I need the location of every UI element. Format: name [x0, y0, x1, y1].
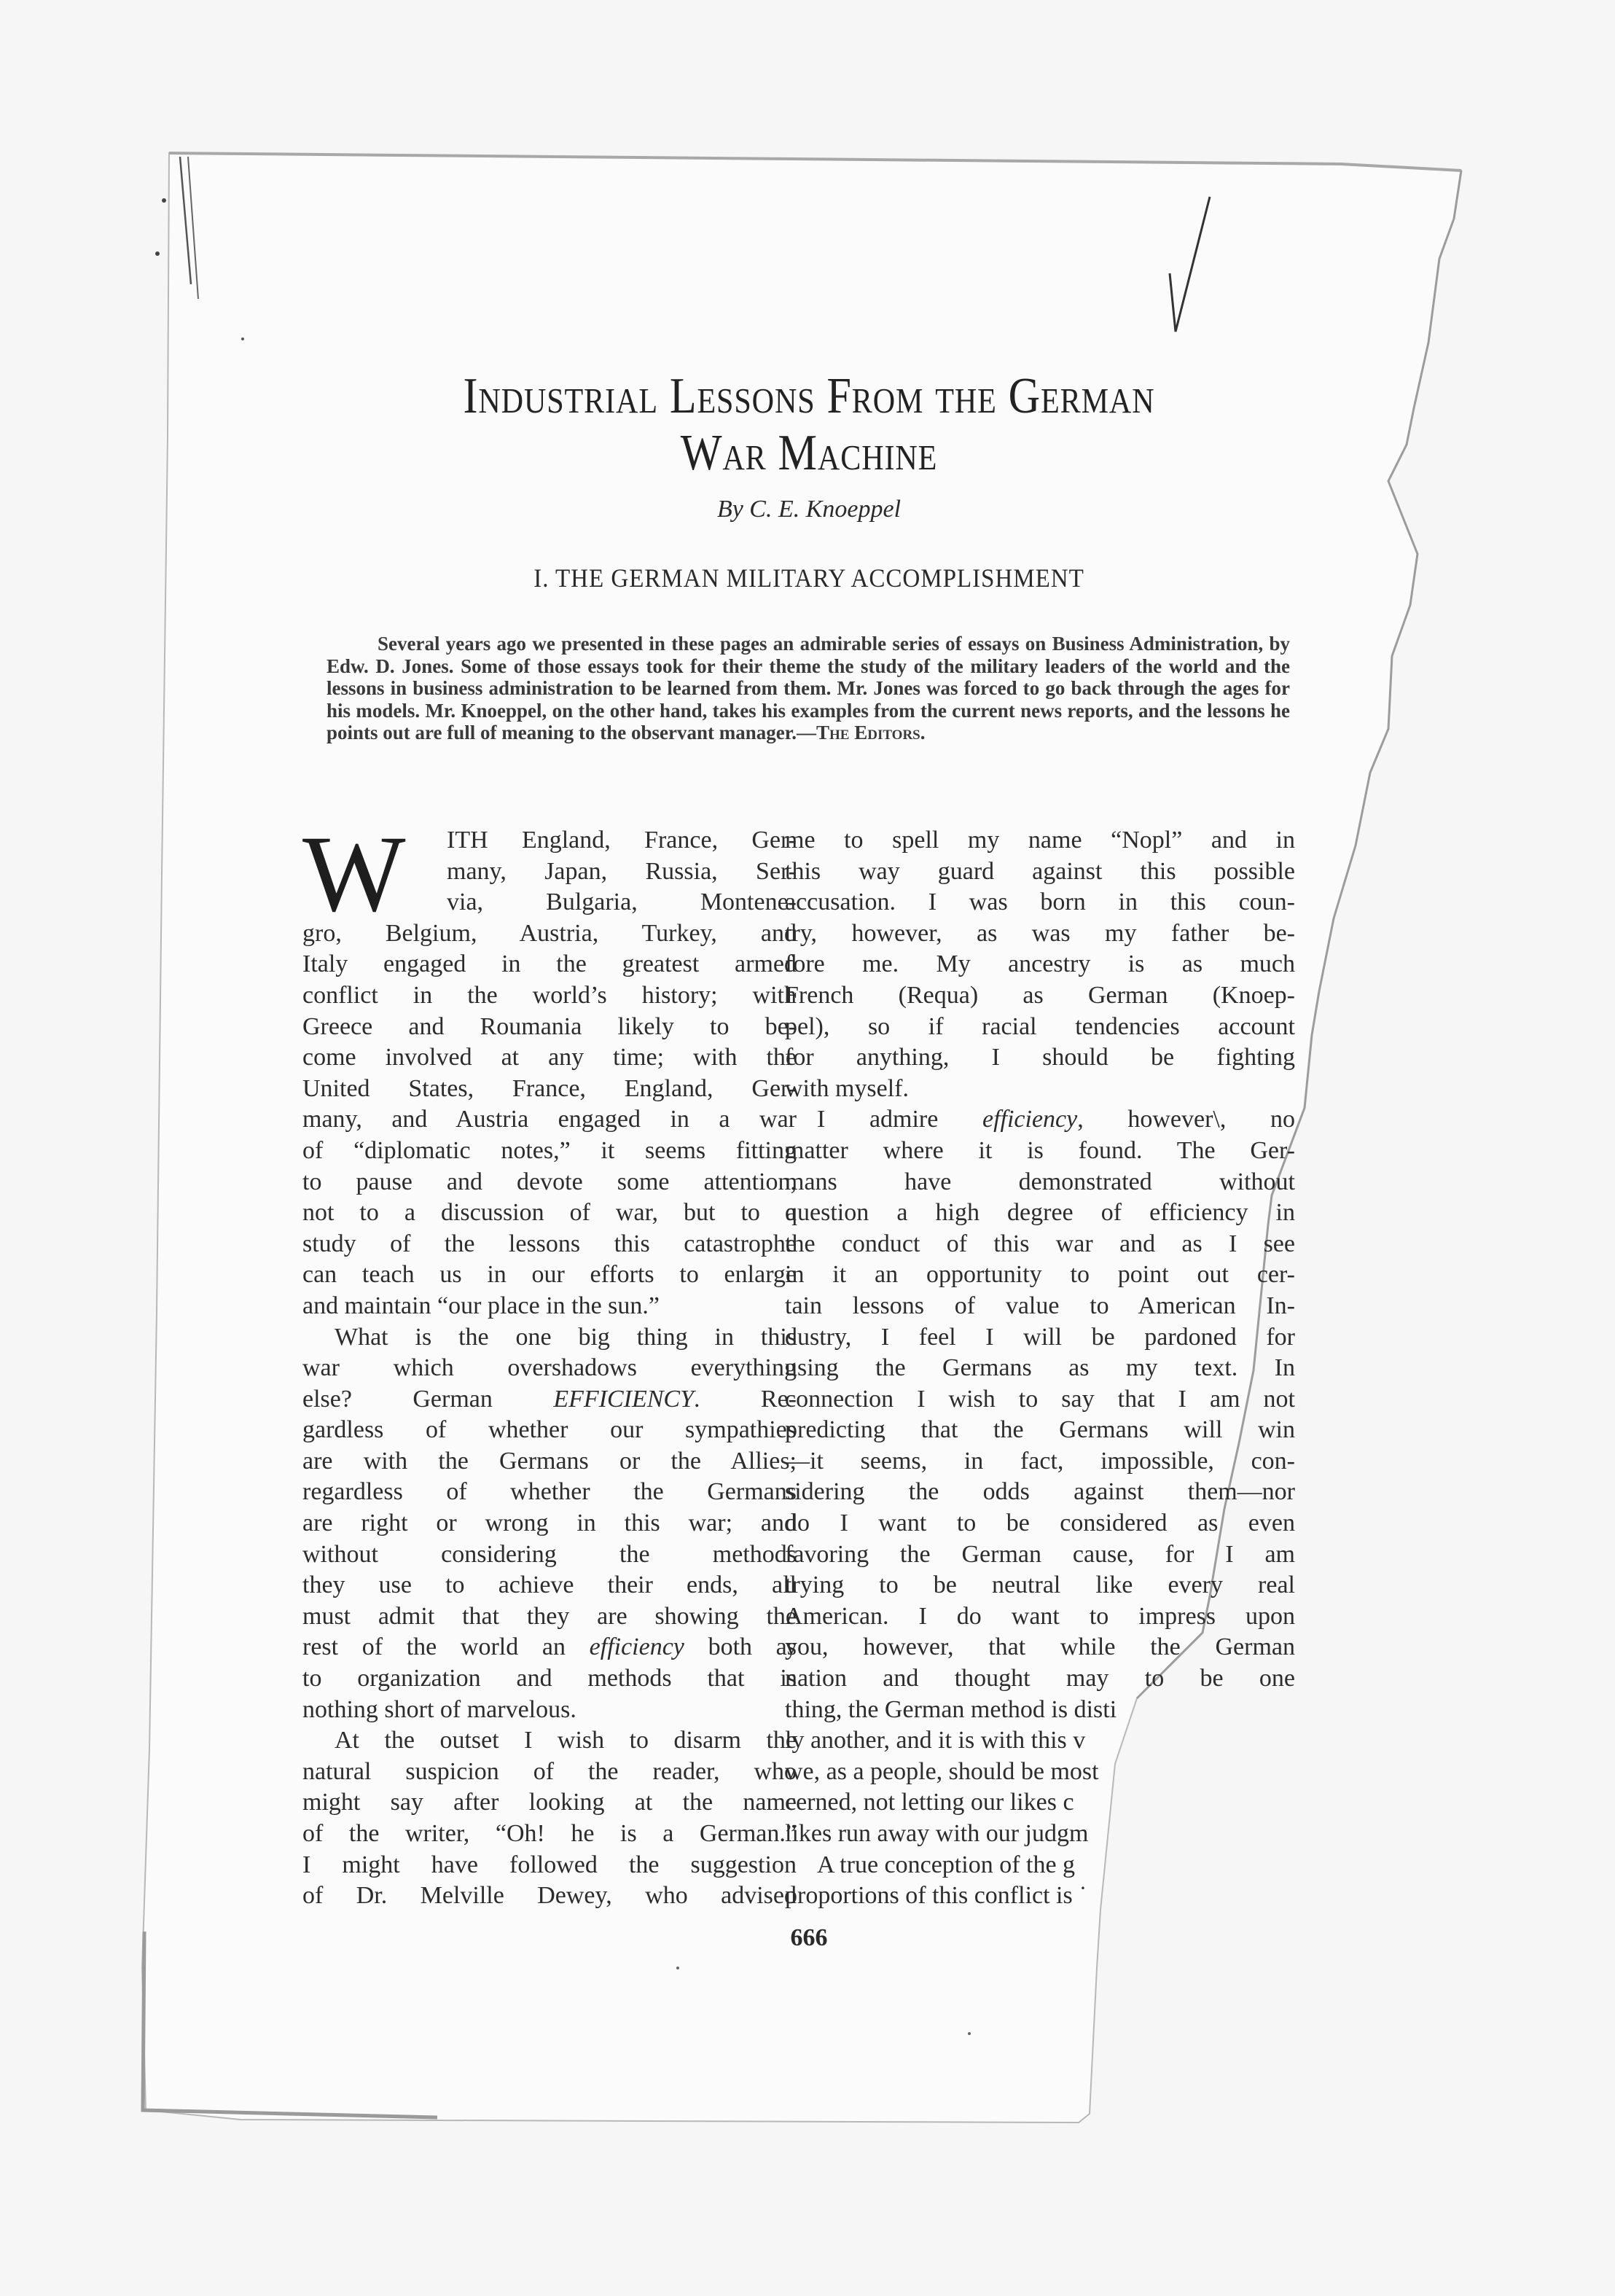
- text-line: favoring the German cause, for I am: [785, 1540, 1295, 1568]
- text-line-torn: likes run away with our judgm: [785, 1820, 1089, 1847]
- text-line-torn: ly another, and it is with this v: [785, 1727, 1086, 1754]
- text-line: question a high degree of efficiency in: [785, 1199, 1295, 1227]
- editor-note-paragraph: [326, 633, 1290, 744]
- text-line: do I want to be considered as even: [785, 1510, 1295, 1537]
- text-line: many, and Austria engaged in a war: [302, 1106, 797, 1133]
- text-line: are with the Germans or the Allies;: [302, 1447, 797, 1475]
- text-line: this way guard against this possible: [785, 857, 1295, 885]
- text-line-torn: thing, the German method is disti: [785, 1695, 1117, 1723]
- section-heading: I. THE GERMAN MILITARY ACCOMPLISHMENT: [533, 563, 1084, 593]
- text-line: pel), so if racial tendencies account: [785, 1012, 1295, 1040]
- text-line: without considering the methods: [302, 1540, 797, 1568]
- text-line: they use to achieve their ends, all: [302, 1571, 797, 1599]
- article-title: [377, 368, 1242, 482]
- article-title-line-1: Industrial Lessons From the German: [463, 368, 1155, 424]
- text-line: [302, 1384, 797, 1416]
- text-line: many, Japan, Russia, Ser-: [447, 857, 797, 885]
- text-run: . Re-: [693, 1385, 797, 1413]
- text-run: , however\, no: [1077, 1106, 1295, 1133]
- text-line: connection I wish to say that I am not: [785, 1385, 1295, 1413]
- text-line: tain lessons of value to American In-: [785, 1292, 1295, 1319]
- text-line: using the Germans as my text. In: [785, 1354, 1295, 1382]
- emphasis-efficiency: efficiency: [982, 1106, 1078, 1133]
- text-run: else? German: [302, 1385, 554, 1413]
- text-line-torn: cerned, not letting our likes c: [785, 1789, 1074, 1816]
- editor-note-signature: The Editors.: [816, 722, 926, 743]
- page-number: 666: [790, 1924, 828, 1951]
- text-line: might say after looking at the name: [302, 1789, 797, 1816]
- text-line: What is the one big thing in this: [335, 1323, 797, 1351]
- text-line: not to a discussion of war, but to a: [302, 1199, 797, 1227]
- text-line: come involved at any time; with the: [302, 1044, 797, 1071]
- text-line: war which overshadows everything: [302, 1354, 797, 1382]
- text-run: I admire: [817, 1106, 982, 1133]
- text-line: Italy engaged in the greatest armed: [302, 950, 797, 978]
- text-line: regardless of whether the Germans: [302, 1478, 797, 1506]
- text-line: At the outset I wish to disarm the: [335, 1727, 797, 1754]
- text-line: conflict in the world’s history; with: [302, 981, 797, 1009]
- text-line: [302, 1632, 797, 1663]
- text-line: of Dr. Melville Dewey, who advised: [302, 1882, 797, 1910]
- text-line: try, however, as was my father be-: [785, 919, 1295, 947]
- text-line: United States, France, England, Ger-: [302, 1074, 797, 1102]
- text-line-torn: we, as a people, should be most: [785, 1757, 1099, 1785]
- text-line: nation and thought may to be one: [785, 1665, 1295, 1692]
- text-line: —it seems, in fact, impossible, con-: [785, 1447, 1295, 1475]
- article-byline: By C. E. Knoeppel: [716, 496, 902, 523]
- text-line: of the writer, “Oh! he is a German.”: [302, 1820, 797, 1847]
- editor-note: [326, 633, 1290, 744]
- text-line: Greece and Roumania likely to be-: [302, 1012, 797, 1040]
- text-line-torn: A true conception of the g: [817, 1851, 1076, 1878]
- article-title-line-2: War Machine: [680, 425, 938, 481]
- text-line: I might have followed the suggestion: [302, 1851, 797, 1878]
- text-line: ITH England, France, Ger-: [447, 827, 797, 854]
- text-line: in it an opportunity to point out cer-: [785, 1261, 1295, 1289]
- text-line: matter where it is found. The Ger-: [785, 1136, 1295, 1164]
- text-line: to organization and methods that is: [302, 1665, 797, 1692]
- text-line: must admit that they are showing the: [302, 1602, 797, 1630]
- text-line: nothing short of marvelous.: [302, 1695, 576, 1723]
- text-run: both as: [684, 1633, 797, 1661]
- text-line: dustry, I feel I will be pardoned for: [785, 1323, 1295, 1351]
- text-line: gro, Belgium, Austria, Turkey, and: [302, 919, 797, 947]
- text-line: American. I do want to impress upon: [785, 1602, 1295, 1630]
- text-line: French (Requa) as German (Knoep-: [785, 981, 1295, 1009]
- text-line: trying to be neutral like every real: [785, 1571, 1295, 1599]
- text-line-torn: proportions of this conflict is ˙: [785, 1882, 1087, 1910]
- text-line: for anything, I should be fighting: [785, 1044, 1295, 1071]
- text-line: study of the lessons this catastrophe: [302, 1230, 797, 1257]
- body-column-left: [302, 813, 797, 1912]
- text-line: to pause and devote some attention,: [302, 1168, 797, 1195]
- text-line: natural suspicion of the reader, who: [302, 1757, 797, 1785]
- text-line: are right or wrong in this war; and: [302, 1510, 797, 1537]
- editor-note-text: Several years ago we presented in these pages an admirable series of essays on Business Administration, by Edw. D. Jones. Some of those essays took for their theme the study of the military leaders of the world and the lessons in business administration to be learned from them. Mr. Jones was forced to go back through the ages for his models. Mr. Knoeppel, on the other hand, takes his examples from the current news reports, and the lessons he points out are full of meaning to the observant manager.—: [326, 633, 1290, 743]
- emphasis-efficiency: efficiency: [589, 1633, 684, 1661]
- text-line: predicting that the Germans will win: [785, 1416, 1295, 1444]
- text-line: [785, 1104, 1295, 1136]
- text-line: mans have demonstrated without: [785, 1168, 1295, 1195]
- text-line: via, Bulgaria, Montene-: [447, 889, 797, 916]
- text-line: with myself.: [785, 1074, 909, 1102]
- emphasis-efficiency-caps: EFFICIENCY: [553, 1385, 694, 1413]
- text-line: of “diplomatic notes,” it seems fitting: [302, 1136, 797, 1164]
- text-line: gardless of whether our sympathies: [302, 1416, 797, 1444]
- text-run: rest of the world an: [302, 1633, 590, 1661]
- text-line: sidering the odds against them—nor: [785, 1478, 1295, 1506]
- text-line: can teach us in our efforts to enlarge: [302, 1261, 797, 1289]
- text-line: you, however, that while the German: [785, 1633, 1295, 1661]
- text-line: fore me. My ancestry is as much: [785, 950, 1295, 978]
- text-line: me to spell my name “Nopl” and in: [785, 827, 1295, 854]
- body-column-right: [785, 825, 1295, 1912]
- text-line: the conduct of this war and as I see: [785, 1230, 1295, 1257]
- text-line: accusation. I was born in this coun-: [785, 889, 1295, 916]
- text-line: and maintain “our place in the sun.”: [302, 1292, 660, 1319]
- drop-cap-letter: W: [302, 813, 406, 934]
